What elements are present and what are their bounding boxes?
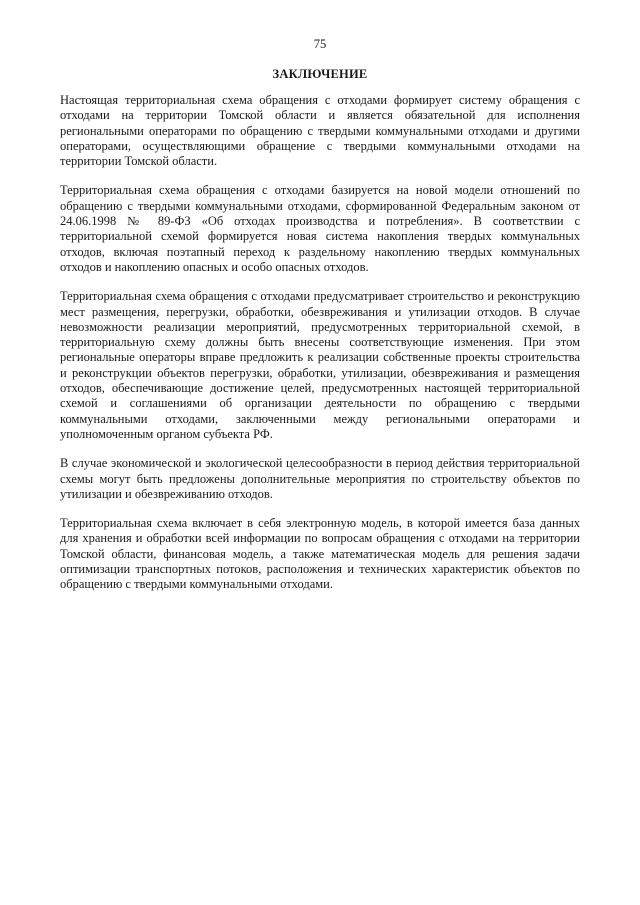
paragraph-1: Настоящая территориальная схема обращения с отходами формирует систему обращения с отходами на территории Томской области и является обязательной для исполнения региональными операторами по обращению с твердыми коммунальными отходами и другими операторами, осуществляющими обращение с твердыми коммунальными отходами на территории Томской области. bbox=[60, 93, 580, 169]
paragraph-3: Территориальная схема обращения с отходами предусматривает строительство и реконструкцию мест размещения, перегрузки, обработки, обезвреживания и утилизации отходов. В случае невозможности реализации мероприятий, предусмотренных территориальной схемой, в территориальную схему должны быть внесены соответствующие изменения. При этом региональные операторы вправе предложить к реализации собственные проекты строительства и реконструкции объектов перегрузки, обработки, утилизации, обезвреживания и размещения отходов, обеспечивающие достижение целей, предусмотренных настоящей территориальной схемой и соглашениями об организации деятельности по обращению с твердыми коммунальными отходами, заключенными между региональными операторами и уполномоченным органом субъекта РФ. bbox=[60, 289, 580, 441]
paragraph-4: В случае экономической и экологической целесообразности в период действия территориальной схемы могут быть предложены дополнительные мероприятия по строительству объектов по утилизации и обезвреживанию отходов. bbox=[60, 456, 580, 501]
body-text bbox=[60, 93, 580, 607]
page-number: 75 bbox=[313, 37, 327, 51]
paragraph-5: Территориальная схема включает в себя электронную модель, в которой имеется база данных для хранения и обработки всей информации по вопросам обращения с отходами на территории Томской области, финансовая модель, а также математическая модель для решения задачи оптимизации транспортных потоков, расположения и технических характеристик объектов по обращению с твердыми коммунальными отходами. bbox=[60, 516, 580, 592]
section-heading: ЗАКЛЮЧЕНИЕ bbox=[272, 67, 368, 81]
paragraph-2: Территориальная схема обращения с отходами базируется на новой модели отношений по обращению с твердыми коммунальными отходами, сформированной Федеральным законом от 24.06.1998 № 89-ФЗ «Об отходах производства и потребления». В соответствии с территориальной схемой формируется новая система накопления твердых коммунальных отходов, включая поэтапный переход к раздельному накоплению твердых коммунальных отходов и накоплению опасных и особо опасных отходов. bbox=[60, 183, 580, 274]
